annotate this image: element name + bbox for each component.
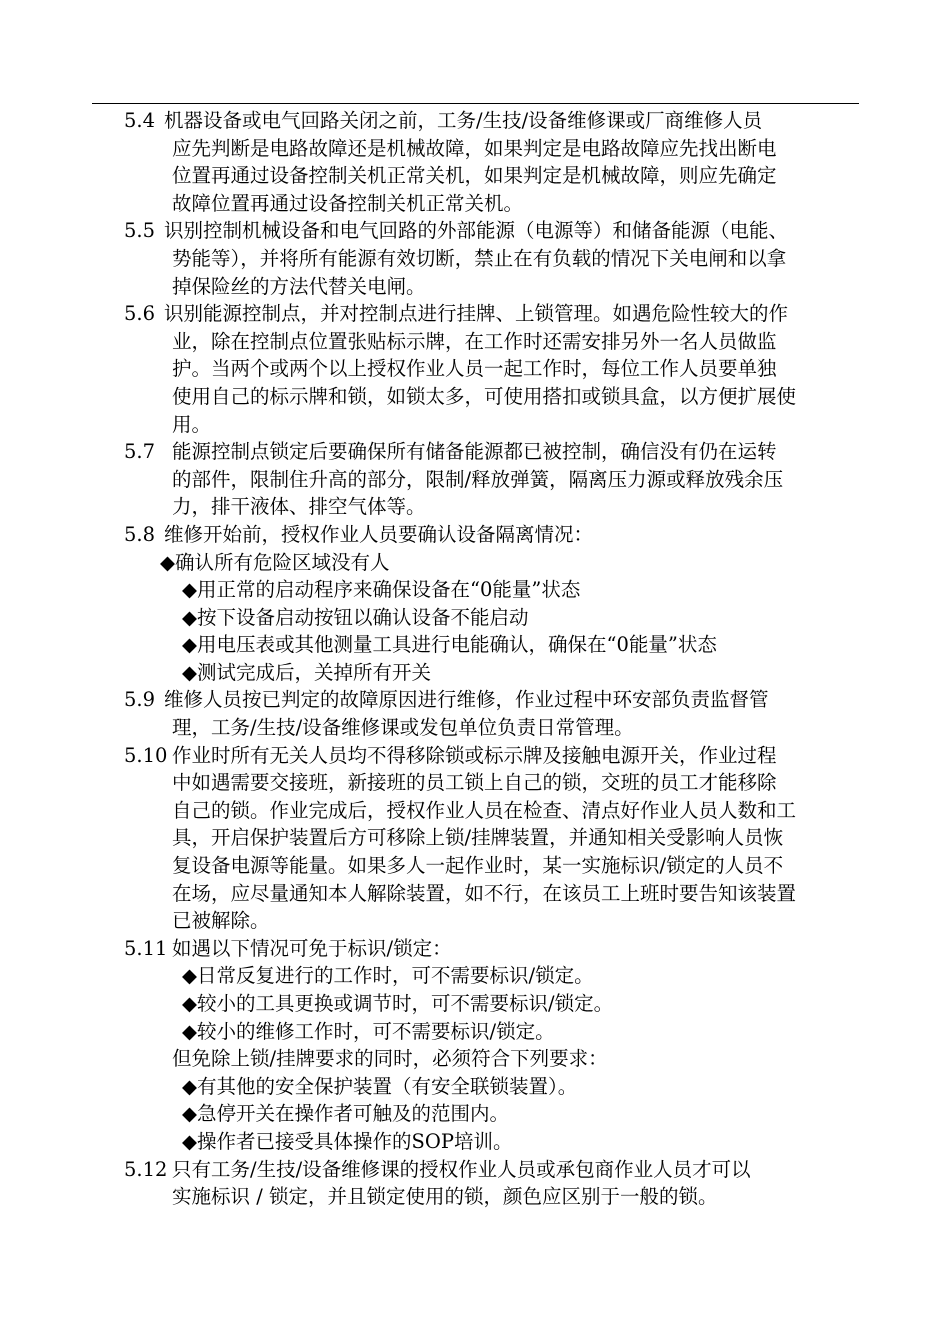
section-5-10 — [0, 742, 859, 935]
section-text-line: 具，开启保护装置后方可移除上锁/挂牌装置，并通知相关受影响人员恢 — [172, 826, 784, 850]
section-text-line: 能源控制点锁定后要确保所有储备能源都已被控制，确信没有仍在运转 — [172, 440, 777, 464]
document-body — [0, 107, 950, 1211]
section-text-line: 势能等），并将所有能源有效切断，禁止在有负载的情况下关电闸和以拿 — [172, 246, 787, 270]
section-5-12 — [0, 1156, 859, 1211]
section-number: 5.11 — [124, 936, 168, 960]
section-text-line: 识别控制机械设备和电气回路的外部能源（电源等）和储备能源（电能、 — [164, 219, 789, 243]
section-text-line: 作业时所有无关人员均不得移除锁或标示牌及接触电源开关，作业过程 — [172, 743, 777, 767]
section-number: 5.12 — [124, 1157, 168, 1181]
section-number: 5.6 — [124, 302, 156, 326]
section-text-line: 机器设备或电气回路关闭之前，工务/生技/设备维修课或厂商维修人员 — [164, 109, 763, 132]
section-text-line: 中如遇需要交接班，新接班的员工锁上自己的锁，交班的员工才能移除 — [172, 771, 777, 795]
bullet-item: ◆测试完成后，关掉所有开关 — [182, 660, 431, 684]
section-number: 5.9 — [124, 688, 156, 712]
section-number: 5.7 — [124, 440, 156, 464]
section-text-line: 复设备电源等能量。如果多人一起作业时，某一实施标识/锁定的人员不 — [172, 854, 784, 878]
section-number: 5.4 — [124, 109, 156, 132]
bullet-item: ◆用电压表或其他测量工具进行电能确认，确保在“0能量”状态 — [182, 633, 717, 657]
section-text-line: 在场，应尽量通知本人解除装置，如不行，在该员工上班时要告知该装置 — [172, 881, 797, 905]
section-5-8 — [0, 521, 859, 549]
section-number: 5.10 — [124, 743, 168, 767]
section-text-line: 用。 — [172, 412, 212, 436]
bullet-item: ◆确认所有危险区域没有人 — [160, 550, 390, 574]
section-text-line: 的部件，限制住升高的部分，限制/释放弹簧，隔离压力源或释放残余压 — [172, 467, 784, 491]
section-number: 5.5 — [124, 219, 156, 243]
bullet-item: ◆日常反复进行的工作时，可不需要标识/锁定。 — [182, 964, 594, 988]
section-text-line: 自己的锁。作业完成后，授权作业人员在检查、清点好作业人员人数和工 — [172, 798, 797, 822]
section-text-line: 维修开始前，授权作业人员要确认设备隔离情况： — [164, 522, 594, 546]
section-text-line: 业，除在控制点位置张贴标示牌，在工作时还需安排另外一名人员做监 — [172, 329, 777, 353]
section-text-line: 使用自己的标示牌和锁，如锁太多，可使用搭扣或锁具盒，以方便扩展使 — [172, 384, 797, 408]
section-text-line: 如遇以下情况可免于标识/锁定： — [172, 936, 452, 960]
section-text-line: 掉保险丝的方法代替关电闸。 — [172, 274, 426, 298]
header-rule — [92, 103, 859, 104]
bullet-item: ◆较小的工具更换或调节时，可不需要标识/锁定。 — [182, 992, 614, 1015]
exemption-note: 但免除上锁/挂牌要求的同时，必须符合下列要求： — [172, 1047, 608, 1071]
section-text-line: 实施标识 / 锁定，并且锁定使用的锁，颜色应区别于一般的锁。 — [172, 1185, 718, 1209]
section-text-line: 力，排干液体、排空气体等。 — [172, 495, 426, 519]
section-5-11 — [0, 935, 859, 963]
section-text-line: 维修人员按已判定的故障原因进行维修，作业过程中环安部负责监督管 — [164, 688, 769, 712]
section-text-line: 识别能源控制点，并对控制点进行挂牌、上锁管理。如遇危险性较大的作 — [164, 302, 789, 326]
section-5-7 — [0, 438, 859, 521]
bullet-item: ◆有其他的安全保护装置（有安全联锁装置）。 — [182, 1074, 578, 1098]
section-text-line: 应先判断是电路故障还是机械故障，如果判定是电路故障应先找出断电 — [172, 136, 777, 160]
bullet-item: ◆按下设备启动按钮以确认设备不能启动 — [182, 605, 529, 629]
section-text-line: 只有工务/生技/设备维修课的授权作业人员或承包商作业人员才可以 — [172, 1157, 751, 1181]
section-text-line: 故障位置再通过设备控制关机正常关机。 — [172, 191, 524, 215]
section-text-line: 护。当两个或两个以上授权作业人员一起工作时，每位工作人员要单独 — [172, 357, 777, 381]
section-text-line: 位置再通过设备控制关机正常关机，如果判定是机械故障，则应先确定 — [172, 164, 777, 188]
section-5-4 — [0, 107, 859, 217]
section-5-9 — [0, 686, 859, 741]
bullet-item: ◆用正常的启动程序来确保设备在“0能量”状态 — [182, 578, 581, 602]
section-number: 5.8 — [124, 522, 156, 546]
section-5-6 — [0, 300, 859, 438]
bullet-item: ◆操作者已接受具体操作的SOP培训。 — [182, 1129, 513, 1153]
bullet-item: ◆急停开关在操作者可触及的范围内。 — [182, 1102, 509, 1126]
section-text-line: 已被解除。 — [172, 909, 270, 933]
bullet-item: ◆较小的维修工作时，可不需要标识/锁定。 — [182, 1019, 555, 1043]
section-5-5 — [0, 217, 859, 300]
section-text-line: 理，工务/生技/设备维修课或发包单位负责日常管理。 — [172, 716, 634, 740]
